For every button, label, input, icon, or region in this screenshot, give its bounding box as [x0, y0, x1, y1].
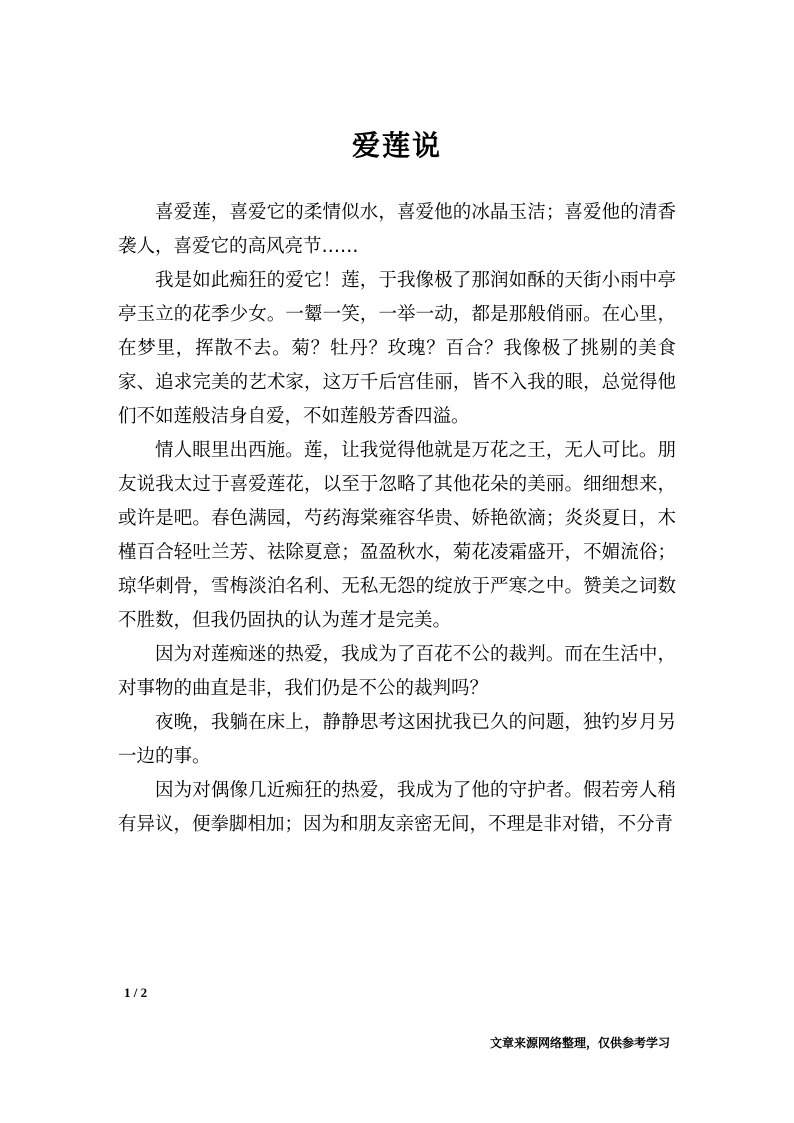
source-note: 文章来源网络整理，仅供参考学习 [490, 1036, 671, 1050]
paragraph-6: 因为对偶像几近痴狂的热爱，我成为了他的守护者。假若旁人稍有异议，便拳脚相加；因为和朋友亲密无间，不理是非对错，不分青 [118, 780, 676, 835]
paragraph-4: 因为对莲痴迷的热爱，我成为了百花不公的裁判。而在生活中，对事物的曲直是非，我们仍是不公的裁判吗？ [118, 644, 676, 699]
paragraph-1: 喜爱莲，喜爱它的柔情似水，喜爱他的冰晶玉洁；喜爱他的清香袭人，喜爱它的高风亮节…… [118, 202, 676, 257]
article-body [118, 196, 676, 842]
paragraph-2: 我是如此痴狂的爱它！莲，于我像极了那润如酥的天街小雨中亭亭玉立的花季少女。一颦一笑，一举一动，都是那般俏丽。在心里，在梦里，挥散不去。菊？牡丹？玫瑰？百合？我像极了挑剔的美食家、追求完美的艺术家，这万千后宫佳丽，皆不入我的眼，总觉得他们不如莲般洁身自爱，不如莲般芳香四溢。 [118, 270, 676, 427]
paragraph-3: 情人眼里出西施。莲，让我觉得他就是万花之王，无人可比。朋友说我太过于喜爱莲花，以至于忽略了其他花朵的美丽。细细想来，或许是吧。春色满园，芍药海棠雍容华贵、娇艳欲滴；炎炎夏日，木槿百合轻吐兰芳、祛除夏意；盈盈秋水，菊花凌霜盛开，不媚流俗；琼华刺骨，雪梅淡泊名利、无私无怨的绽放于严寒之中。赞美之词数不胜数，但我仍固执的认为莲才是完美。 [118, 440, 676, 631]
page-title: 爱莲说 [351, 129, 442, 162]
paragraph-5: 夜晚，我躺在床上，静静思考这困扰我已久的问题，独钓岁月另一边的事。 [118, 712, 676, 767]
page-number: 1 / 2 [124, 985, 148, 1000]
